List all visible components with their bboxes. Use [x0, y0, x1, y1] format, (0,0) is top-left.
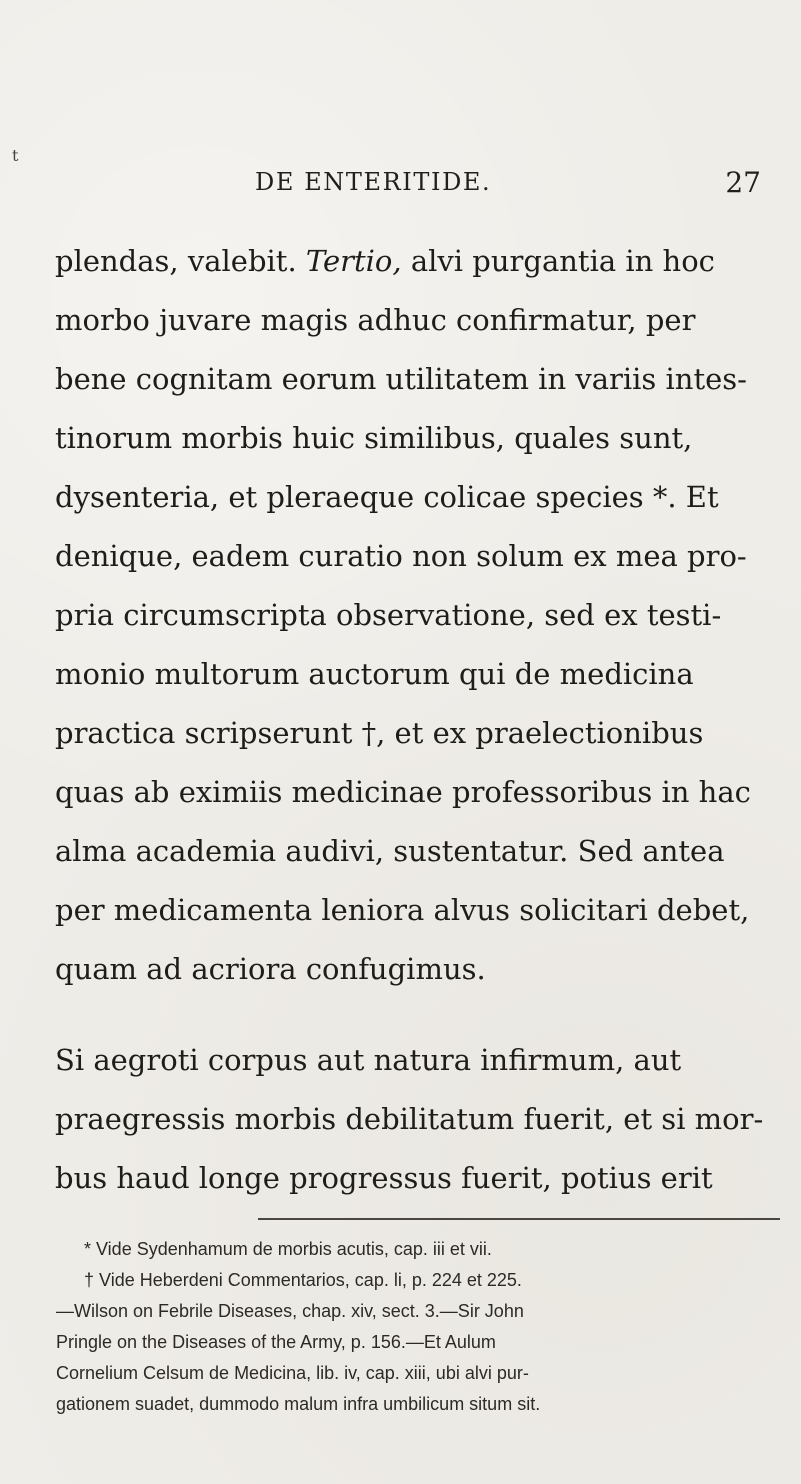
page-number: 27: [725, 166, 761, 199]
paragraph-1-line-3: bene cognitam eorum utilitatem in variis intes-: [55, 362, 747, 396]
footnote-2-line-5: gationem suadet, dummodo malum infra umbilicum situm sit.: [56, 1394, 541, 1414]
paragraph-2-line-3: bus haud longe progressus fuerit, potius erit: [55, 1161, 713, 1195]
paragraph-1-line-1-post: alvi purgantia in hoc: [401, 244, 715, 278]
footnote-2-line-4: Cornelium Celsum de Medicina, lib. iv, cap. xiii, ubi alvi pur-: [56, 1363, 529, 1383]
main-text: [55, 232, 777, 1208]
paragraph-2-line-2: praegressis morbis debilitatum fuerit, et si mor-: [55, 1102, 764, 1136]
paragraph-2-line-1: Si aegroti corpus aut natura infirmum, aut: [55, 1043, 682, 1077]
footnotes: [56, 1234, 778, 1420]
page-header: [0, 168, 801, 204]
paragraph-1: [55, 232, 777, 999]
paragraph-1-line-6: denique, eadem curatio non solum ex mea pro-: [55, 539, 747, 573]
footnote-2-line-1: † Vide Heberdeni Commentarios, cap. li, p. 224 et 225.: [84, 1270, 522, 1290]
paragraph-1-line-11: alma academia audivi, sustentatur. Sed antea: [55, 834, 725, 868]
paragraph-1-line-1-pre: plendas, valebit.: [55, 244, 306, 278]
paragraph-1-line-9: practica scripserunt †, et ex praelectionibus: [55, 716, 704, 750]
paragraph-1-line-8: monio multorum auctorum qui de medicina: [55, 657, 694, 691]
paragraph-1-line-4: tinorum morbis huic similibus, quales sunt,: [55, 421, 693, 455]
paragraph-1-line-1: [55, 232, 777, 291]
footnote-rule: [258, 1218, 780, 1220]
paragraph-1-line-7: pria circumscripta observatione, sed ex testi-: [55, 598, 722, 632]
paragraph-2: [55, 1031, 777, 1208]
corner-mark: t: [12, 146, 19, 165]
footnote-1: * Vide Sydenhamum de morbis acutis, cap. iii et vii.: [84, 1239, 492, 1259]
paragraph-1-line-10: quas ab eximiis medicinae professoribus in hac: [55, 775, 751, 809]
italic-word: Tertio,: [305, 244, 402, 278]
running-head: DE ENTERITIDE.: [255, 168, 492, 196]
paragraph-1-line-13: quam ad acriora confugimus.: [55, 952, 486, 986]
paragraph-1-line-5: dysenteria, et pleraeque colicae species *. Et: [55, 480, 719, 514]
footnote-2-line-3: Pringle on the Diseases of the Army, p. 156.—Et Aulum: [56, 1332, 496, 1352]
footnote-2-line-2: —Wilson on Febrile Diseases, chap. xiv, sect. 3.—Sir John: [56, 1301, 524, 1321]
paragraph-1-line-2: morbo juvare magis adhuc confirmatur, per: [55, 303, 696, 337]
paragraph-1-line-12: per medicamenta leniora alvus solicitari debet,: [55, 893, 750, 927]
